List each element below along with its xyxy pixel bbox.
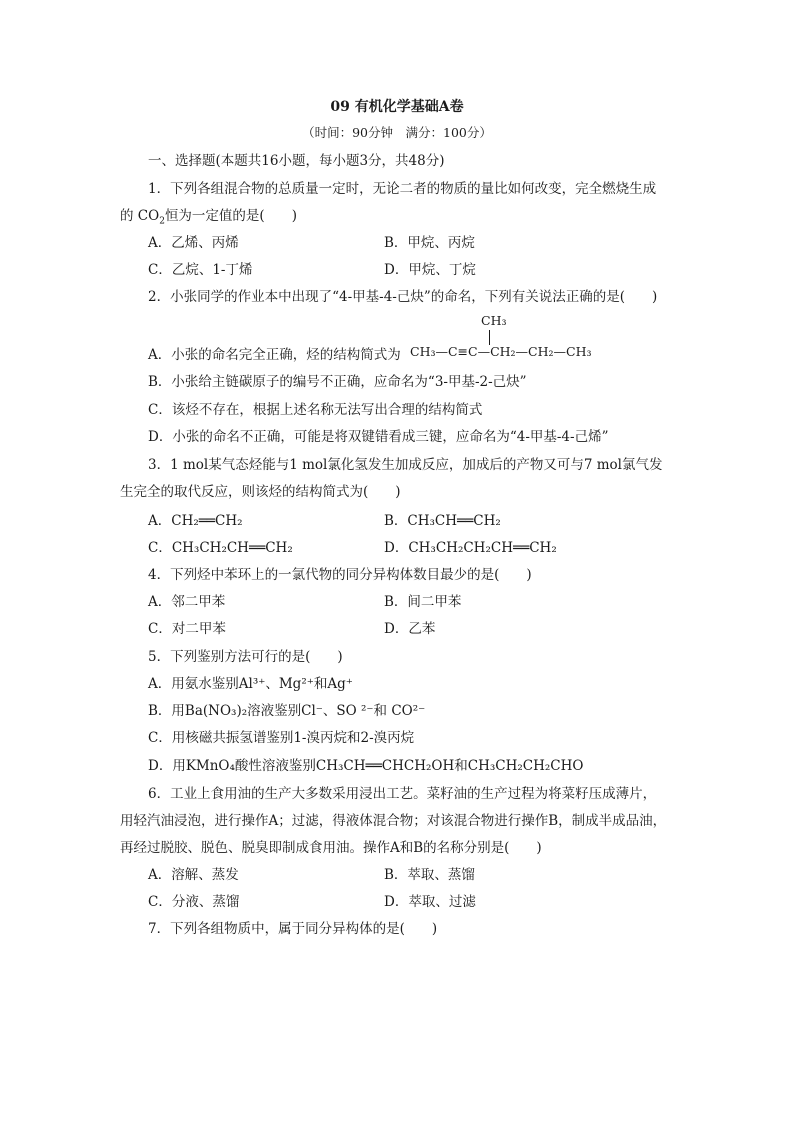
q6-option-a: A．溶解、蒸发 [148,867,239,883]
structure-methyl-branch: CH₃ [481,313,507,328]
q5-option-c: C．用核磁共振氢谱鉴别1-溴丙烷和2-溴丙烷 [148,730,415,746]
q1-text: 的 CO [120,208,160,224]
q2-option-a: A．小张的命名完全正确，烃的结构简式为 [148,347,401,363]
document-title: 09 有机化学基础A卷 [330,99,464,115]
q5-option-b: B．用Ba(NO₃)₂溶液鉴别Cl⁻、SO ²⁻和 CO²⁻ [148,703,426,719]
q1-option-a: A．乙烯、丙烯 [148,235,239,251]
question-1-stem-cont [120,207,297,231]
q6-option-b: B．萃取、蒸馏 [384,867,475,883]
q5-option-a: A．用氨水鉴别Al³⁺、Mg²⁺和Ag⁺ [148,676,353,692]
q3-option-d: D．CH₃CH₂CH₂CH══CH₂ [384,540,557,556]
q1-text-end: 恒为一定值的是( ) [164,208,297,224]
q2-option-b: B．小张给主链碳原子的编号不正确，应命名为“3-甲基-2-己炔” [148,374,527,390]
question-3-stem-cont: 生完全的取代反应，则该烃的结构简式为( ) [120,484,401,500]
structure-main-chain: CH₃—C≡C—CH₂—CH₂—CH₃ [410,344,592,359]
q1-option-d: D．甲烷、丁烷 [384,262,476,278]
structure-vertical-bond [489,330,490,345]
q5-option-d: D．用KMnO₄酸性溶液鉴别CH₃CH══CHCH₂OH和CH₃CH₂CH₂CHO [148,758,584,774]
q1-subscript: 2 [159,216,165,227]
q4-option-c: C．对二甲苯 [148,621,226,637]
q1-option-b: B．甲烷、丙烷 [384,235,475,251]
question-6-stem: 6．工业上食用油的生产大多数采用浸出工艺。菜籽油的生产过程为将菜籽压成薄片， [148,786,657,802]
q3-option-a: A．CH₂══CH₂ [148,513,243,529]
question-2-stem: 2．小张同学的作业本中出现了“4-甲基-4-己炔”的命名，下列有关说法正确的是( ) [148,289,658,305]
question-6-stem-cont-1: 用轻汽油浸泡，进行操作A；过滤，得液体混合物；对该混合物进行操作B，制成半成品油， [120,813,667,829]
q2-option-d: D．小张的命名不正确，可能是将双键错看成三键，应命名为“4-甲基-4-己烯” [148,429,609,445]
document-subtitle: （时间：90分钟 满分：100分） [302,125,492,140]
q3-option-b: B．CH₃CH══CH₂ [384,513,501,529]
q2-option-c: C．该烃不存在，根据上述名称无法写出合理的结构简式 [148,402,483,418]
q6-option-d: D．萃取、过滤 [384,894,476,910]
question-5-stem: 5．下列鉴别方法可行的是( ) [148,649,343,665]
question-7-stem: 7．下列各组物质中，属于同分异构体的是( ) [148,921,438,937]
q4-option-d: D．乙苯 [384,621,436,637]
q4-option-a: A．邻二甲苯 [148,594,226,610]
q4-option-b: B．间二甲苯 [384,594,462,610]
question-4-stem: 4．下列烃中苯环上的一氯代物的同分异构体数目最少的是( ) [148,567,532,583]
q6-option-c: C．分液、蒸馏 [148,894,240,910]
q3-option-c: C．CH₃CH₂CH══CH₂ [148,540,293,556]
section-heading: 一、选择题(本题共16小题，每小题3分，共48分) [148,153,445,169]
question-6-stem-cont-2: 再经过脱胶、脱色、脱臭即制成食用油。操作A和B的名称分别是( ) [120,840,542,856]
question-3-stem: 3．1 mol某气态烃能与1 mol氯化氢发生加成反应，加成后的产物又可与7 mol氯气发 [148,457,663,473]
q1-option-c: C．乙烷、1-丁烯 [148,262,253,278]
question-1-stem: 1．下列各组混合物的总质量一定时，无论二者的物质的量比如何改变，完全燃烧生成 [148,181,657,197]
